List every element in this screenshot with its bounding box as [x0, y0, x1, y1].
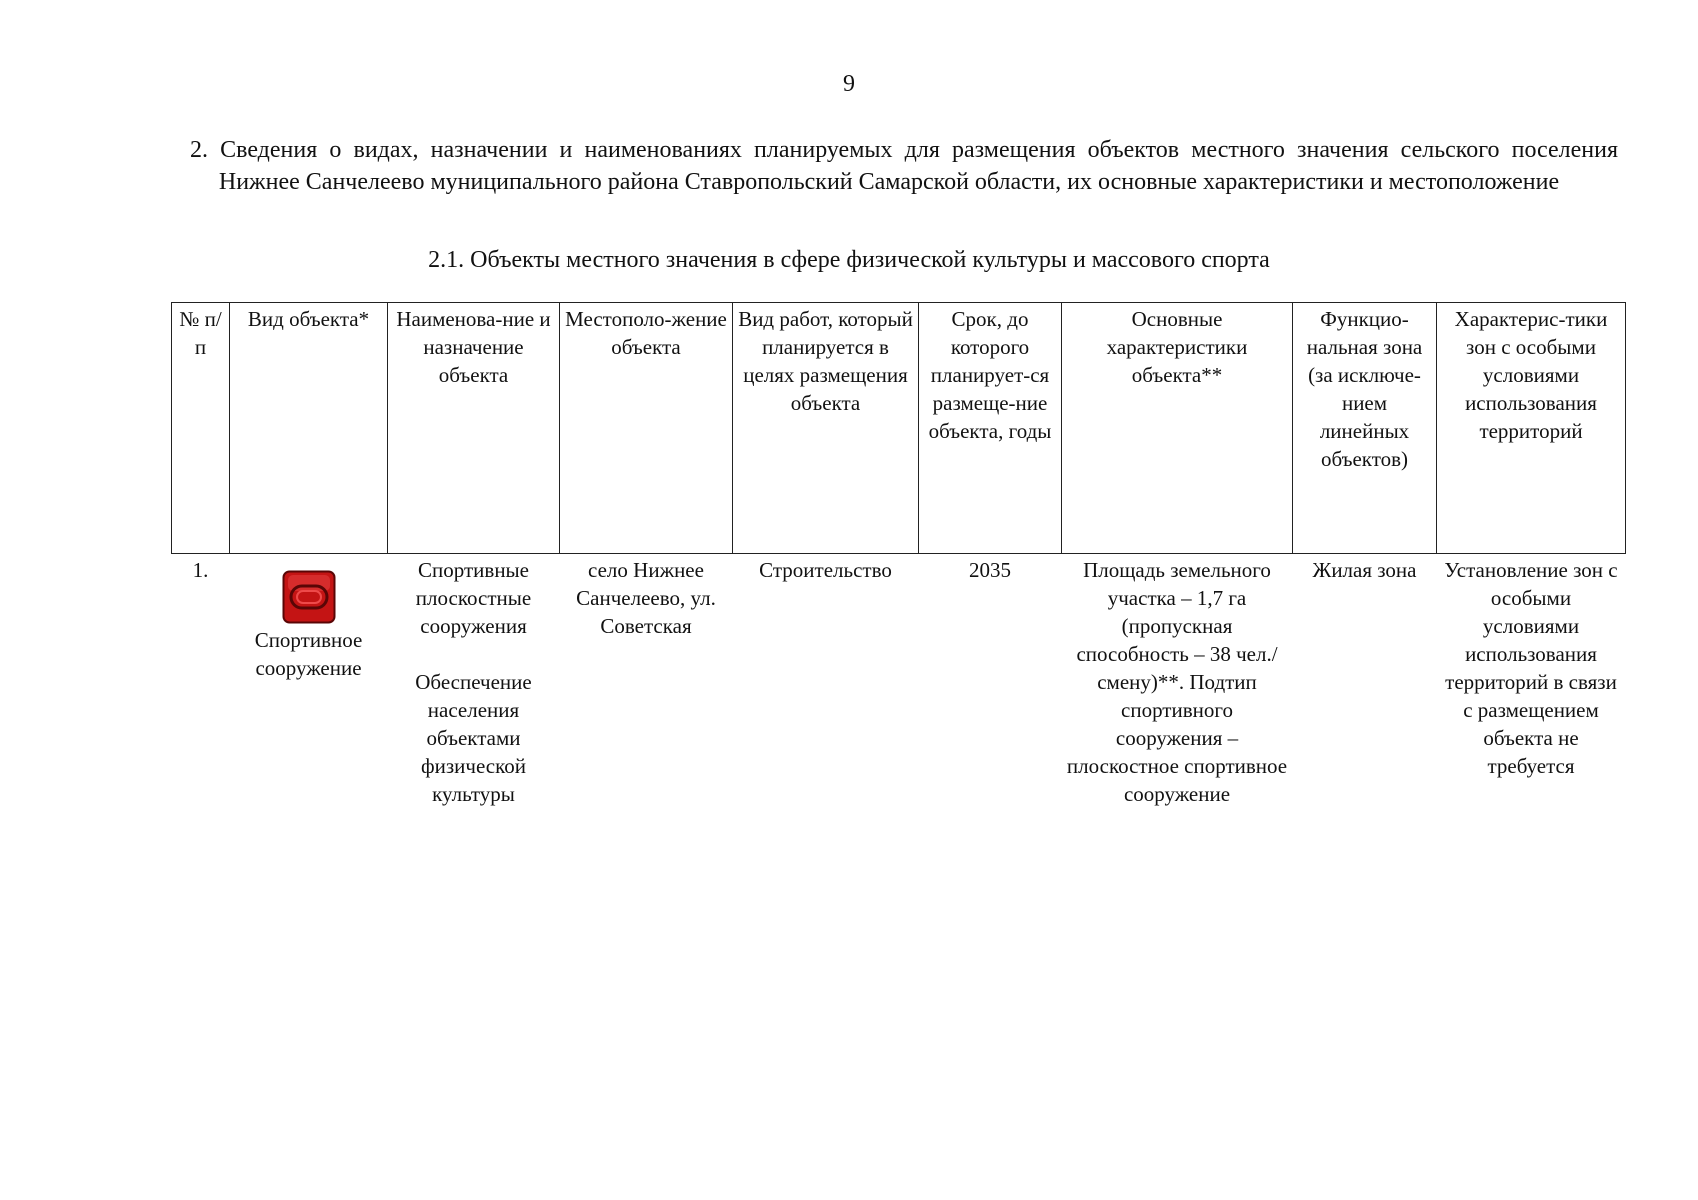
cell-work-type: Строительство: [759, 558, 892, 582]
header-location: Местополо-жение объекта: [560, 303, 733, 554]
header-name-purpose: Наименова-ние и назначение объекта: [388, 303, 560, 554]
table-row: [172, 554, 1626, 809]
header-work-type: Вид работ, который планируется в целях размещения объекта: [733, 303, 919, 554]
subsection-heading: 2.1. Объекты местного значения в сфере физической культуры и массового спорта: [428, 247, 1270, 273]
section-heading: 2. Сведения о видах, назначении и наименованиях планируемых для размещения объектов местного значения сельского поселения Нижнее Санчелеево муниципального района Ставропольский Самарской области, их основные характеристики и местоположение: [190, 137, 1618, 195]
page-number: 9: [843, 71, 855, 97]
object-type-label: Спортивное сооружение: [254, 628, 363, 680]
cell-name-purpose: [388, 554, 560, 809]
header-functional-zone: Функцио-нальная зона (за исключе-нием линейных объектов): [1293, 303, 1437, 554]
cell-functional-zone: Жилая зона: [1312, 558, 1417, 582]
objects-table: [171, 302, 1626, 808]
cell-number: 1.: [192, 558, 209, 582]
header-deadline: Срок, до которого планирует-ся размеще-ние объекта, годы: [919, 303, 1062, 554]
sports-facility-icon: [282, 570, 336, 624]
cell-special-zones: Установление зон с особыми условиями использования территорий в связи с размещением объекта не требуется: [1444, 558, 1618, 778]
header-special-zones: Характерис-тики зон с особыми условиями использования территорий: [1437, 303, 1626, 554]
header-object-type: Вид объекта*: [230, 303, 388, 554]
cell-characteristics: Площадь земельного участка – 1,7 га (пропускная способность – 38 чел./смену)**. Подтип спортивного сооружения – плоскостное спортивное сооружение: [1066, 558, 1288, 806]
cell-location: село Нижнее Санчелеево, ул. Советская: [576, 558, 716, 638]
cell-object-type: [230, 554, 388, 809]
cell-deadline: 2035: [969, 558, 1011, 582]
header-number: № п/п: [172, 303, 230, 554]
table-header-row: [172, 303, 1626, 554]
header-characteristics: Основные характеристики объекта**: [1062, 303, 1293, 554]
object-name: Спортивные плоскостные сооружения: [415, 558, 532, 638]
object-purpose: Обеспечение населения объектами физической культуры: [415, 670, 532, 806]
